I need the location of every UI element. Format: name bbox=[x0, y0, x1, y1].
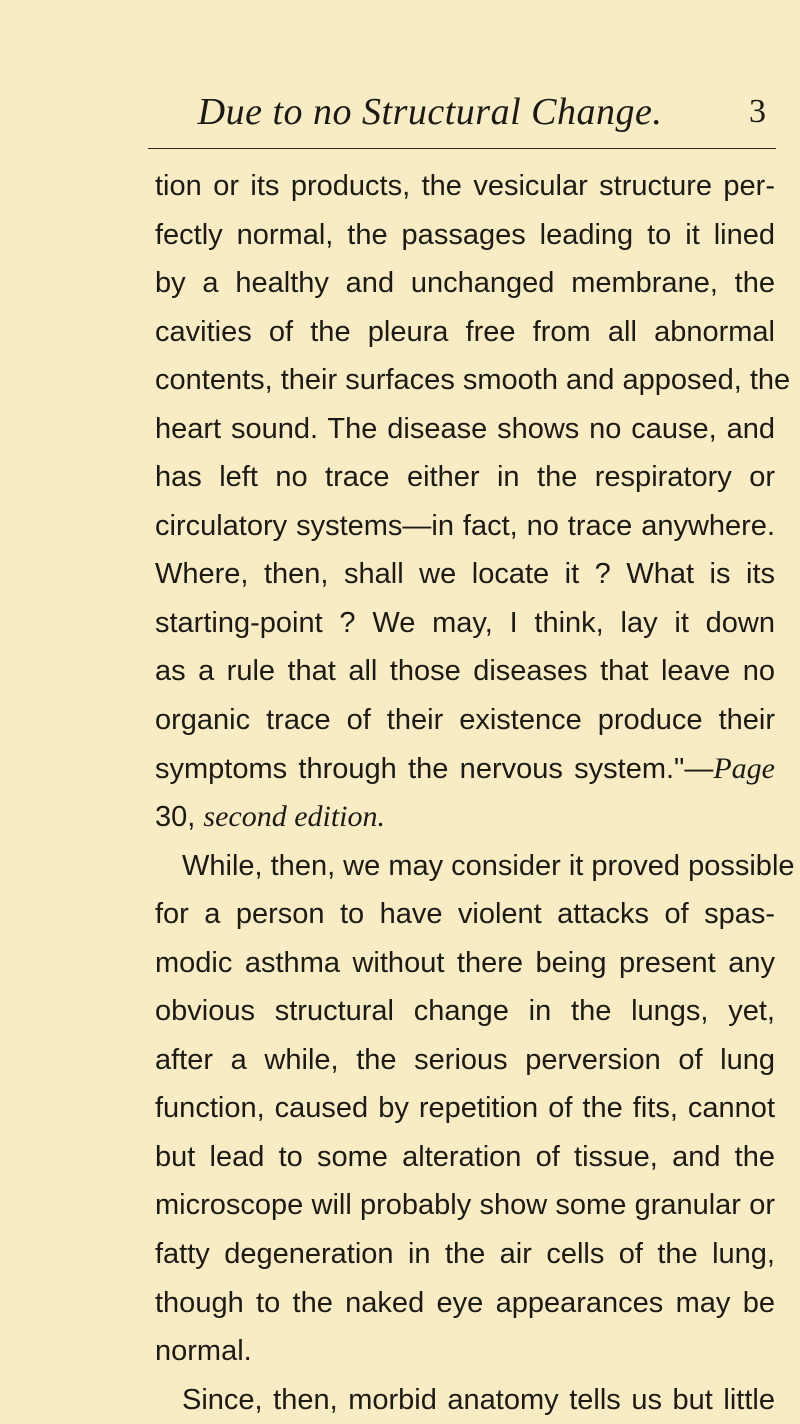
text-line: but lead to some alteration of tissue, and the bbox=[155, 1140, 775, 1173]
text-segment: symptoms through the nervous system."— bbox=[155, 752, 714, 785]
running-title: Due to no Structural Change. bbox=[197, 91, 663, 133]
header-rule bbox=[148, 148, 776, 149]
text-line: tion or its products, the vesicular structure per- bbox=[155, 170, 775, 202]
text-line: as a rule that all those diseases that leave no bbox=[155, 655, 775, 688]
text-line: fatty degeneration in the air cells of the lung, bbox=[155, 1238, 775, 1271]
paragraph-start-line: Since, then, morbid anatomy tells us but little bbox=[182, 1383, 775, 1416]
text-line: heart sound. The disease shows no cause, and bbox=[155, 412, 775, 445]
italic-citation: Page bbox=[713, 751, 775, 785]
text-line: obvious structural change in the lungs, yet, bbox=[155, 995, 775, 1028]
text-line: modic asthma without there being present any bbox=[155, 946, 775, 979]
text-line: organic trace of their existence produce their bbox=[155, 704, 775, 737]
text-line: microscope will probably show some granular or bbox=[155, 1189, 775, 1222]
text-line: fectly normal, the passages leading to it lined bbox=[155, 218, 775, 251]
running-head bbox=[150, 86, 772, 138]
text-line bbox=[155, 793, 775, 842]
text-line: contents, their surfaces smooth and apposed, the bbox=[155, 364, 791, 397]
text-line: normal. bbox=[155, 1335, 252, 1368]
text-line: function, caused by repetition of the fits, cannot bbox=[155, 1092, 775, 1125]
body-text bbox=[155, 162, 795, 1424]
text-line bbox=[155, 745, 775, 794]
text-line: after a while, the serious perversion of lung bbox=[155, 1043, 775, 1076]
text-line: by a healthy and unchanged membrane, the bbox=[155, 267, 775, 300]
text-segment: 30, bbox=[155, 801, 196, 834]
text-line: Where, then, shall we locate it ? What is its bbox=[155, 558, 775, 591]
text-line: has left no trace either in the respiratory or bbox=[155, 461, 775, 494]
text-line: cavities of the pleura free from all abnormal bbox=[155, 315, 775, 348]
text-line: circulatory systems—in fact, no trace anywhere. bbox=[155, 509, 775, 542]
paragraph-start-line: While, then, we may consider it proved possible bbox=[182, 849, 795, 882]
text-line: for a person to have violent attacks of spas- bbox=[155, 898, 775, 931]
text-line: starting-point ? We may, I think, lay it down bbox=[155, 606, 775, 639]
text-line: though to the naked eye appearances may be bbox=[155, 1286, 775, 1319]
page-number: 3 bbox=[749, 93, 766, 130]
italic-citation: second edition. bbox=[203, 800, 386, 834]
